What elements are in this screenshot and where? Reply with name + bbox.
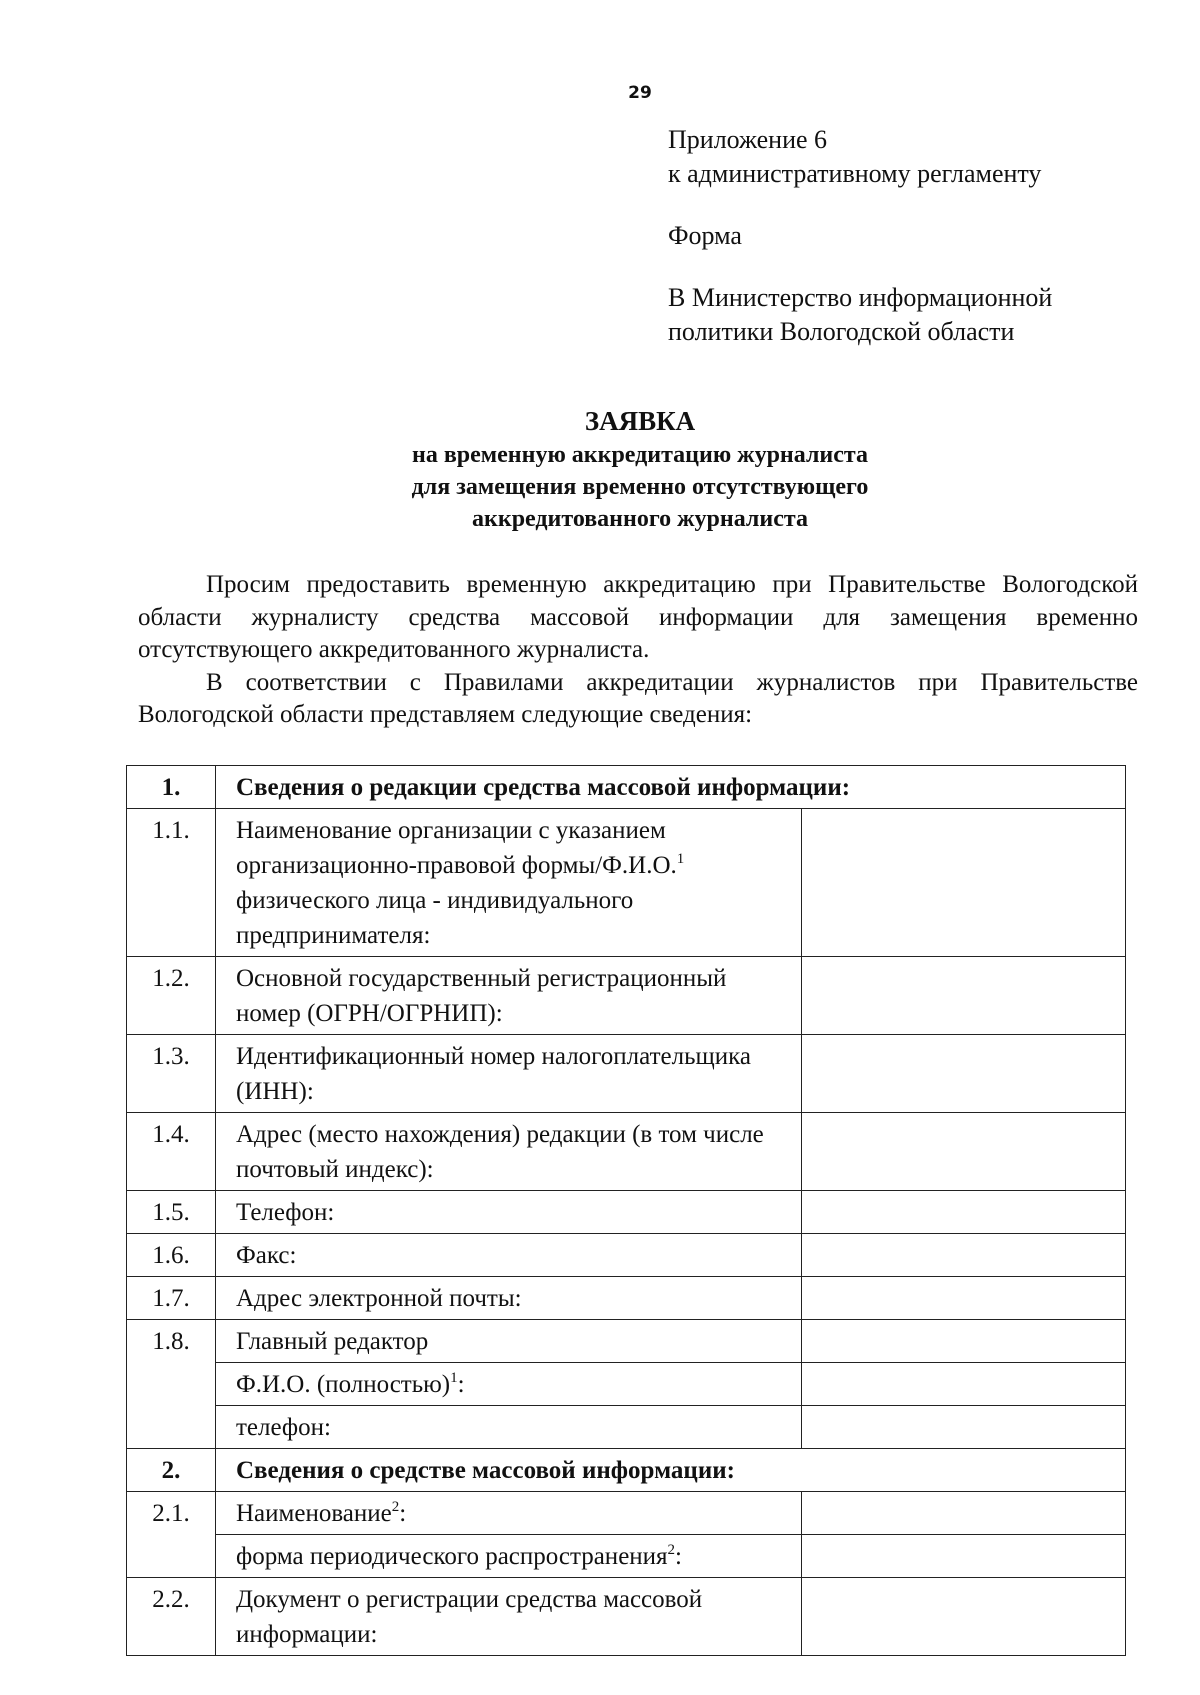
value-cell[interactable] bbox=[802, 1277, 1126, 1320]
value-cell[interactable] bbox=[802, 1320, 1126, 1363]
row-label: Адрес (место нахождения) редакции (в том числе почтовый индекс): bbox=[216, 1113, 802, 1191]
title-line-2: для замещения временно отсутствующего bbox=[411, 474, 869, 500]
section-1-row bbox=[127, 766, 1126, 809]
body-text bbox=[138, 569, 1138, 732]
title-line-3: аккредитованного журналиста bbox=[472, 506, 808, 532]
title-line-1: на временную аккредитацию журналиста bbox=[412, 442, 868, 468]
value-cell[interactable] bbox=[802, 1363, 1126, 1406]
table-row bbox=[127, 1113, 1126, 1191]
row-number: 1.5. bbox=[127, 1191, 216, 1234]
table-row bbox=[127, 1320, 1126, 1363]
table-row bbox=[127, 809, 1126, 957]
row-number: 1.4. bbox=[127, 1113, 216, 1191]
paragraph-info: В соответствии с Правилами аккредитации журналистов при Правительстве Вологодской области представляем следующие сведения: bbox=[138, 668, 1138, 728]
addressee-line-2: политики Вологодской области bbox=[668, 317, 1015, 346]
row-label: форма периодического распространения$^2$: bbox=[216, 1535, 802, 1578]
row-number: 1.6. bbox=[127, 1234, 216, 1277]
section-title: Сведения о редакции средства массовой информации: bbox=[216, 766, 1126, 809]
row-label: Главный редактор bbox=[216, 1320, 802, 1363]
row-number: 1.7. bbox=[127, 1277, 216, 1320]
value-cell[interactable] bbox=[802, 1578, 1126, 1656]
annex-header bbox=[668, 123, 1052, 349]
row-label: Наименование$^2$: bbox=[216, 1492, 802, 1535]
table-row bbox=[127, 1578, 1126, 1656]
section-number: 1. bbox=[127, 766, 216, 809]
footnote-ref: 1 bbox=[676, 851, 685, 867]
row-label: Телефон: bbox=[216, 1191, 802, 1234]
paragraph-request: Просим предоставить временную аккредитацию при Правительстве Вологодской области журналисту средства массовой информации для замещения временно отсутствующего аккредитованного журналиста. bbox=[138, 571, 1138, 663]
row-label: Адрес электронной почты: bbox=[216, 1277, 802, 1320]
row-label: Документ о регистрации средства массовой информации: bbox=[216, 1578, 802, 1656]
row-number: 1.1. bbox=[127, 809, 216, 957]
row-label: Идентификационный номер налогоплательщика (ИНН): bbox=[216, 1035, 802, 1113]
table-row bbox=[127, 1406, 1126, 1449]
row-number: 1.3. bbox=[127, 1035, 216, 1113]
value-cell[interactable] bbox=[802, 809, 1126, 957]
footnote-ref: 2 bbox=[667, 1542, 676, 1558]
table-row bbox=[127, 1191, 1126, 1234]
row-number: 2.2. bbox=[127, 1578, 216, 1656]
application-form-table bbox=[126, 765, 1126, 1656]
value-cell[interactable] bbox=[802, 1234, 1126, 1277]
row-number: 2.1. bbox=[127, 1492, 216, 1578]
value-cell[interactable] bbox=[802, 1113, 1126, 1191]
table-row bbox=[127, 1535, 1126, 1578]
form-label: Форма bbox=[668, 221, 742, 250]
section-title: Сведения о средстве массовой информации: bbox=[216, 1449, 1126, 1492]
table-row bbox=[127, 957, 1126, 1035]
table-row bbox=[127, 1363, 1126, 1406]
page-number: 29 bbox=[628, 83, 652, 103]
row-label: Наименование организации с указанием организационно-правовой формы/Ф.И.О.$^1$ физического лица - индивидуального предпринимателя: bbox=[216, 809, 802, 957]
table-row bbox=[127, 1277, 1126, 1320]
table-row bbox=[127, 1492, 1126, 1535]
row-label: Основной государственный регистрационный номер (ОГРН/ОГРНИП): bbox=[216, 957, 802, 1035]
value-cell[interactable] bbox=[802, 1406, 1126, 1449]
row-label: телефон: bbox=[216, 1406, 802, 1449]
section-number: 2. bbox=[127, 1449, 216, 1492]
annex-line-2: к административному регламенту bbox=[668, 159, 1042, 188]
row-label: Ф.И.О. (полностью)$^1$: bbox=[216, 1363, 802, 1406]
value-cell[interactable] bbox=[802, 1191, 1126, 1234]
section-2-row bbox=[127, 1449, 1126, 1492]
document-title bbox=[120, 403, 1160, 535]
value-cell[interactable] bbox=[802, 1035, 1126, 1113]
table-row bbox=[127, 1234, 1126, 1277]
row-number: 1.8. bbox=[127, 1320, 216, 1449]
value-cell[interactable] bbox=[802, 957, 1126, 1035]
value-cell[interactable] bbox=[802, 1535, 1126, 1578]
row-number: 1.2. bbox=[127, 957, 216, 1035]
table-row bbox=[127, 1035, 1126, 1113]
title-main: ЗАЯВКА bbox=[584, 406, 696, 436]
annex-line-1: Приложение 6 bbox=[668, 125, 828, 154]
addressee-line-1: В Министерство информационной bbox=[668, 283, 1053, 312]
row-label: Факс: bbox=[216, 1234, 802, 1277]
footnote-ref: 1 bbox=[450, 1370, 458, 1386]
value-cell[interactable] bbox=[802, 1492, 1126, 1535]
footnote-ref: 2 bbox=[391, 1499, 400, 1515]
